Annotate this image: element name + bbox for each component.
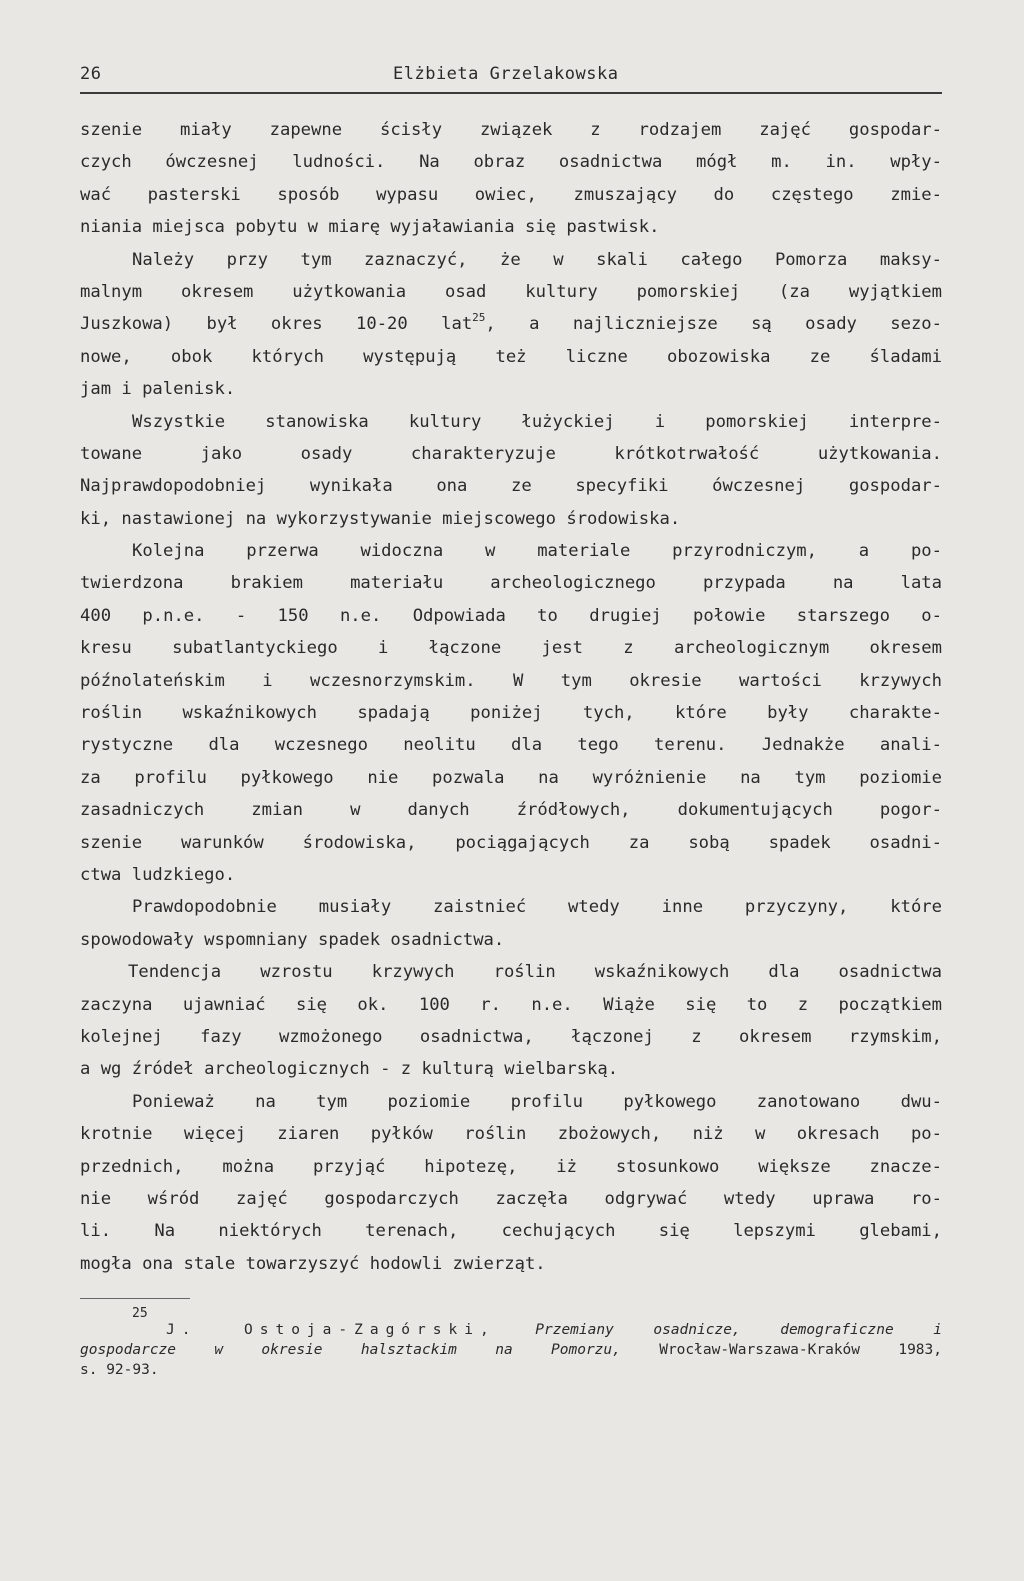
text-line: nowe, obok których występują też liczne obozowiska ze śladami [80, 346, 942, 367]
text-line: szenie miały zapewne ścisły związek z rodzajem zajęć gospodar- [80, 120, 942, 140]
text-line: za profilu pyłkowego nie pozwala na wyróżnienie na tym poziomie [80, 767, 942, 788]
text-line-with-footnote-ref [80, 308, 942, 340]
footnote-line [80, 1360, 942, 1380]
text-line: ki, nastawionej na wykorzystywanie miejscowego środowiska. [80, 508, 681, 529]
text-fragment: , a najliczniejsze są osady sezo- [485, 314, 942, 335]
text-line: wać pasterski sposób wypasu owiec, zmuszający do częstego zmie- [80, 184, 942, 205]
text-line: przednich, można przyjąć hipotezę, iż stosunkowo większe znacze- [80, 1156, 942, 1177]
text-line: mogła ona stale towarzyszyć hodowli zwierząt. [80, 1253, 546, 1274]
text-line: a wg źródeł archeologicznych - z kulturą wielbarską. [80, 1059, 619, 1080]
text-line: czych ówczesnej ludności. Na obraz osadnictwa mógł m. in. wpły- [80, 152, 942, 173]
text-line: zasadniczych zmian w danych źródłowych, dokumentujących pogor- [80, 800, 942, 821]
paragraph-start-line: Należy przy tym zaznaczyć, że w skali całego Pomorza maksy- [132, 249, 942, 270]
footnote-line [80, 1320, 942, 1340]
running-title: Elżbieta Grzelakowska [393, 64, 619, 84]
footnote [80, 1304, 942, 1380]
footnote-title: Przemiany osadnicze, demograficzne i [535, 1322, 942, 1338]
text-line: kresu subatlantyckiego i łączone jest z archeologicznym okresem [80, 638, 942, 659]
footnote-author: J. Ostoja-Zagórski, [166, 1322, 496, 1338]
text-line: twierdzona brakiem materiału archeologicznego przypada na lata [80, 573, 942, 594]
paragraph-start-line: Kolejna przerwa widoczna w materiale przyrodniczym, a po- [132, 541, 942, 562]
footnote-reference: 25 [472, 311, 486, 325]
text-line: zaczyna ujawniać się ok. 100 r. n.e. Wiąże się to z początkiem [80, 994, 942, 1015]
footnote-pages: s. 92-93. [80, 1362, 159, 1378]
footnote-line [80, 1340, 942, 1360]
paragraph-start-line: Ponieważ na tym poziomie profilu pyłkowego zanotowano dwu- [132, 1091, 942, 1112]
footnote-place-year: Wrocław-Warszawa-Kraków 1983, [659, 1342, 942, 1358]
text-line: ctwa ludzkiego. [80, 864, 236, 885]
text-line: krotnie więcej ziaren pyłków roślin zbożowych, niż w okresach po- [80, 1124, 942, 1145]
text-line: niania miejsca pobytu w miarę wyjaławiania się pastwisk. [80, 217, 660, 238]
footnote-rule [80, 1298, 190, 1299]
text-line: towane jako osady charakteryzuje krótkotrwałość użytkowania. [80, 443, 942, 464]
footnote-marker: 25 [132, 1306, 148, 1321]
text-line: późnolateńskim i wczesnorzymskim. W tym okresie wartości krzywych [80, 670, 942, 691]
text-line: jam i palenisk. [80, 379, 236, 400]
text-fragment: Juszkowa) był okres 10-20 lat [80, 314, 473, 335]
paragraph-start-line: Tendencja wzrostu krzywych roślin wskaźnikowych dla osadnictwa [128, 962, 942, 983]
paragraph-start-line: Wszystkie stanowiska kultury łużyckiej i pomorskiej interpre- [132, 411, 942, 432]
text-line: malnym okresem użytkowania osad kultury pomorskiej (za wyjątkiem [80, 281, 942, 302]
text-line: nie wśród zajęć gospodarczych zaczęła odgrywać wtedy uprawa ro- [80, 1188, 942, 1209]
text-line: Najprawdopodobniej wynikała ona ze specyfiki ówczesnej gospodar- [80, 476, 942, 497]
page-number: 26 [80, 64, 102, 84]
text-line: szenie warunków środowiska, pociągających za sobą spadek osadni- [80, 832, 942, 853]
header-rule [80, 92, 942, 94]
body-text [80, 114, 942, 1280]
paragraph-start-line: Prawdopodobnie musiały zaistnieć wtedy inne przyczyny, które [132, 897, 942, 918]
text-line: spowodowały wspomniany spadek osadnictwa. [80, 929, 505, 950]
text-line: kolejnej fazy wzmożonego osadnictwa, łączonej z okresem rzymskim, [80, 1026, 942, 1047]
text-line: rystyczne dla wczesnego neolitu dla tego terenu. Jednakże anali- [80, 735, 942, 756]
page-header [80, 64, 942, 92]
footnote-title-cont: gospodarcze w okresie halsztackim na Pomorzu, [80, 1342, 621, 1358]
text-line: li. Na niektórych terenach, cechujących się lepszymi glebami, [80, 1221, 942, 1242]
text-line: roślin wskaźnikowych spadają poniżej tych, które były charakte- [80, 703, 942, 724]
text-line: 400 p.n.e. - 150 n.e. Odpowiada to drugiej połowie starszego o- [80, 605, 942, 626]
